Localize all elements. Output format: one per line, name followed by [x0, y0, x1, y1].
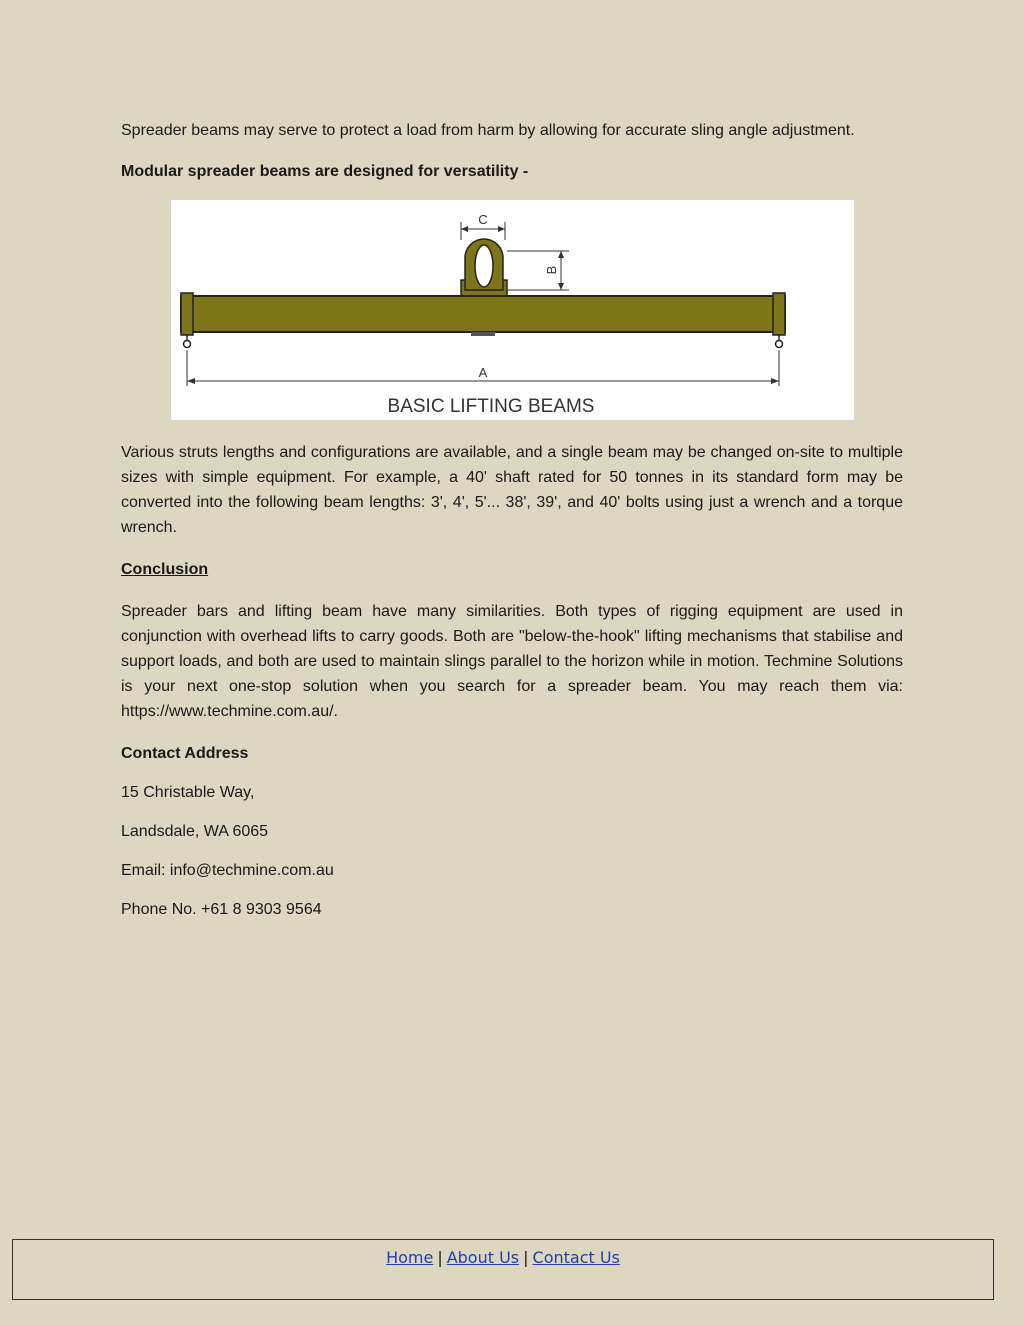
footer-nav	[12, 1239, 994, 1300]
contact-city: Landsdale, WA 6065	[121, 823, 269, 840]
beam-center-plate	[471, 332, 495, 336]
dim-c-arrow-left	[461, 226, 468, 232]
footer-link-about[interactable]: About Us	[446, 1248, 520, 1267]
contact-email: Email: info@techmine.com.au	[121, 862, 334, 879]
dim-b-label: B	[544, 265, 559, 275]
document-body	[121, 118, 903, 936]
lifting-beam-figure	[171, 200, 854, 420]
dim-c-label: C	[478, 212, 488, 227]
dim-b-arrow-top	[558, 251, 564, 258]
dim-c-arrow-right	[498, 226, 505, 232]
hook-right	[776, 341, 783, 348]
contact-heading: Contact Address	[121, 745, 249, 762]
contact-street: 15 Christable Way,	[121, 784, 255, 801]
body-paragraph-1: Various struts lengths and configurations are available, and a single beam may be changed on-site to multiple sizes with simple equipment. For example, a 40' shaft rated for 50 tonnes in its standard form may be converted into the following beam lengths: 3', 4', 5'... 38', 39', and 40' bolts using just a wrench and a torque wrench.	[121, 444, 903, 536]
footer-link-contact[interactable]: Contact Us	[532, 1248, 620, 1267]
subheading: Modular spreader beams are designed for versatility -	[121, 163, 529, 180]
body-paragraph-2: Spreader bars and lifting beam have many similarities. Both types of rigging equipment are used in conjunction with overhead lifts to carry goods. Both are "below-the-hook" lifting mechanisms that stabilise and support loads, and both are used to maintain slings parallel to the horizon while in motion. Techmine Solutions is your next one-stop solution when you search for a spreader beam. You may reach them via: https://www.techmine.com.au/.	[121, 603, 903, 720]
hook-left	[184, 341, 191, 348]
footer-separator: |	[523, 1248, 529, 1267]
footer-link-home[interactable]: Home	[386, 1248, 434, 1267]
contact-phone: Phone No. +61 8 9303 9564	[121, 901, 322, 918]
beam-end-right	[773, 293, 785, 335]
intro-paragraph: Spreader beams may serve to protect a load from harm by allowing for accurate sling angle adjustment.	[121, 122, 855, 139]
dim-a-label: A	[478, 365, 488, 380]
footer-separator: |	[437, 1248, 443, 1267]
lug-eye	[475, 245, 493, 287]
conclusion-heading: Conclusion	[121, 561, 209, 578]
beam-body	[181, 296, 785, 332]
beam-end-left	[181, 293, 193, 335]
dim-a-arrow-right	[771, 378, 779, 384]
figure-caption: BASIC LIFTING BEAMS	[387, 396, 595, 417]
dim-b-arrow-bottom	[558, 283, 564, 290]
dim-a-arrow-left	[187, 378, 195, 384]
lifting-beam-diagram	[171, 200, 854, 420]
